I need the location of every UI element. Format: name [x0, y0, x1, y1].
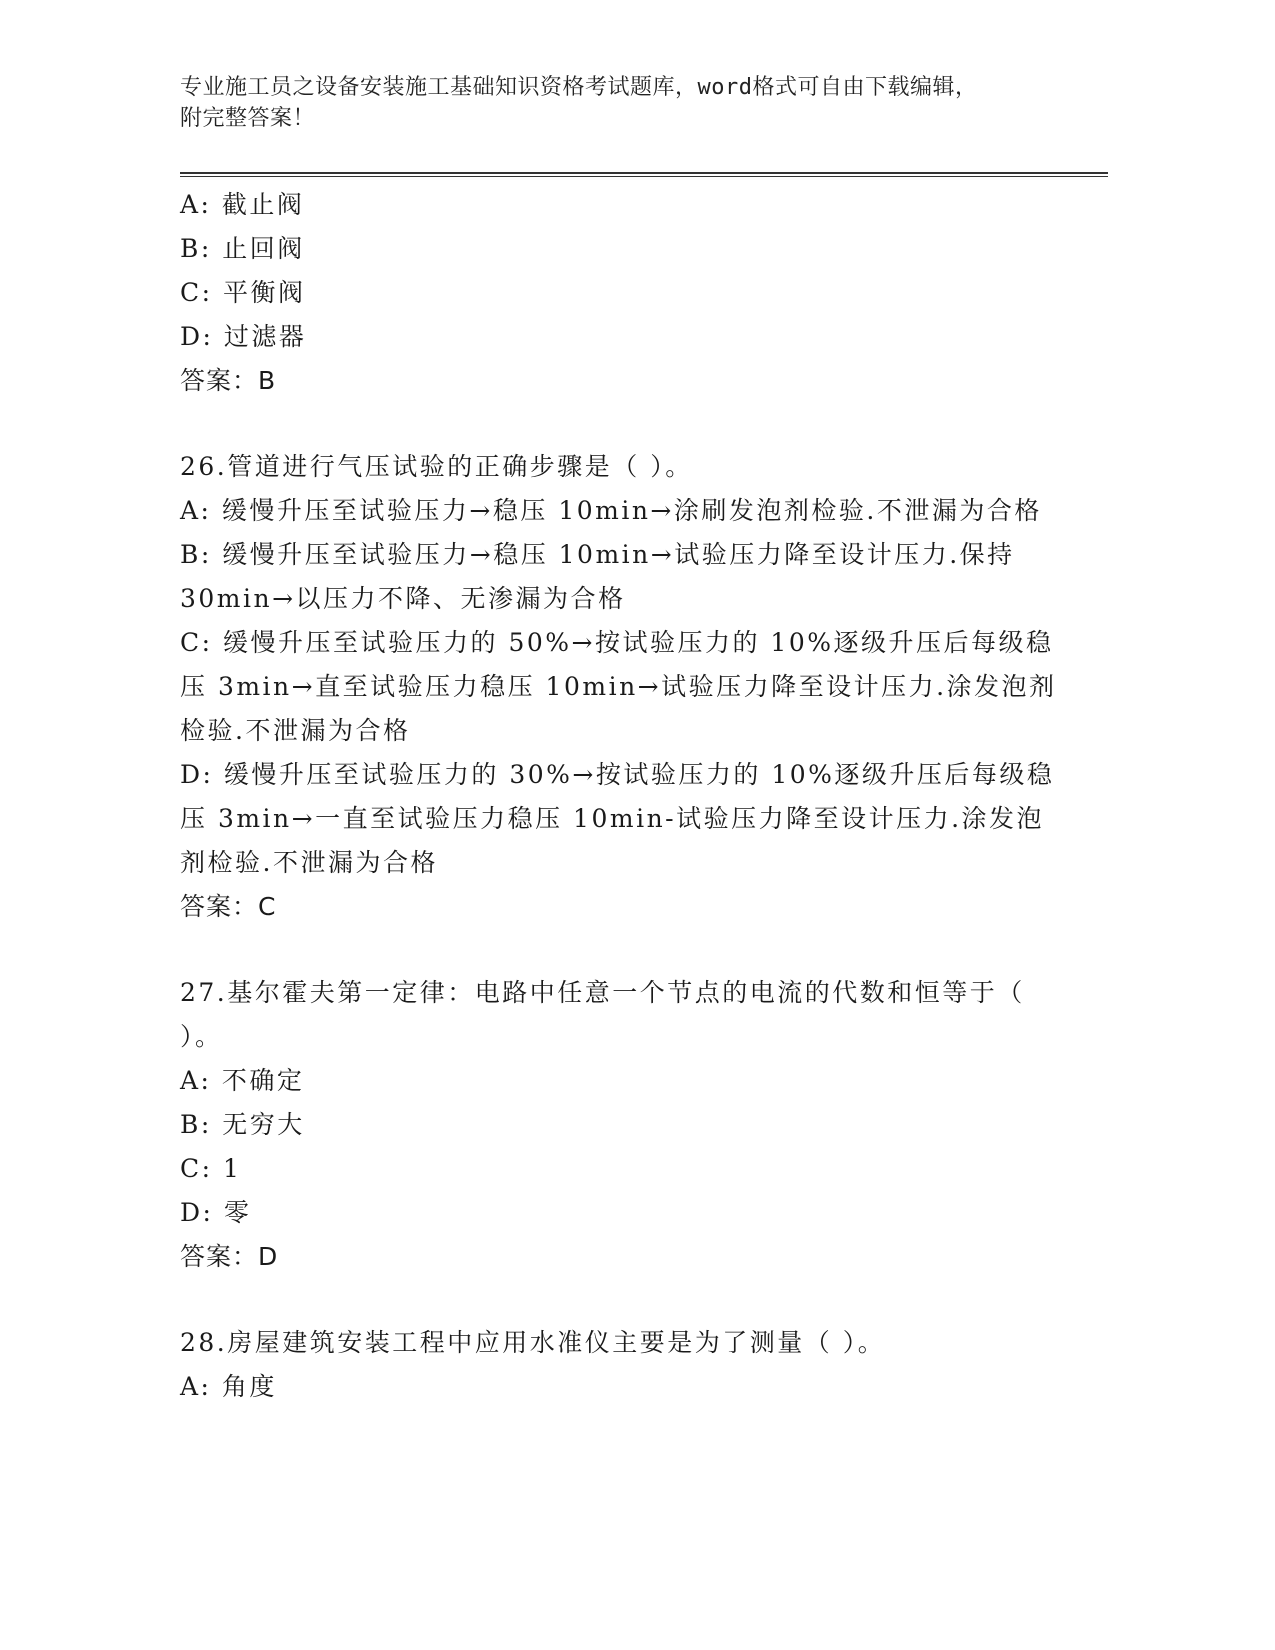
- document-header: [180, 72, 1110, 134]
- header-line-2: 附完整答案！: [180, 106, 316, 131]
- option-c: C: 1: [180, 1154, 242, 1183]
- option-d-line-2: 压 3min→一直至试验压力稳压 10min-试验压力降至设计压力.涂发泡: [180, 804, 1045, 833]
- option-d-line-1: D: 缓慢升压至试验压力的 30%→按试验压力的 10%逐级升压后每级稳: [180, 760, 1055, 789]
- answer: 答案：C: [180, 892, 277, 921]
- option-d: D: 过滤器: [180, 322, 307, 351]
- option-b: B: 无穷大: [180, 1110, 305, 1139]
- option-a: A: 角度: [180, 1372, 277, 1401]
- option-b: B: 止回阀: [180, 234, 305, 263]
- question-list: [180, 183, 1110, 1409]
- question-text: 28.房屋建筑安装工程中应用水准仪主要是为了测量（ ）。: [180, 1328, 886, 1357]
- answer: 答案：D: [180, 1242, 279, 1271]
- option-b-line-1: B: 缓慢升压至试验压力→稳压 10min→试验压力降至设计压力.保持: [180, 540, 1015, 569]
- option-a: A: 不确定: [180, 1066, 305, 1095]
- question-27: [180, 971, 1110, 1279]
- question-text: 26.管道进行气压试验的正确步骤是（ ）。: [180, 452, 693, 481]
- option-c-line-3: 检验.不泄漏为合格: [180, 716, 411, 745]
- option-c: C: 平衡阀: [180, 278, 306, 307]
- option-d: [180, 753, 1110, 885]
- header-divider: [180, 172, 1108, 177]
- question-26: [180, 445, 1110, 929]
- option-b-line-2: 30min→以压力不降、无渗漏为合格: [180, 584, 626, 613]
- option-d: D: 零: [180, 1198, 252, 1227]
- question-text-line-1: 27.基尔霍夫第一定律：电路中任意一个节点的电流的代数和恒等于（: [180, 978, 1025, 1007]
- option-c-line-2: 压 3min→直至试验压力稳压 10min→试验压力降至设计压力.涂发泡剂: [180, 672, 1057, 701]
- option-c: [180, 621, 1110, 753]
- header-line-1: 专业施工员之设备安装施工基础知识资格考试题库，word格式可自由下载编辑，: [180, 75, 978, 100]
- question-28: [180, 1321, 1110, 1409]
- option-a: A: 截止阀: [180, 190, 305, 219]
- option-d-line-3: 剂检验.不泄漏为合格: [180, 848, 438, 877]
- option-a: A: 缓慢升压至试验压力→稳压 10min→涂刷发泡剂检验.不泄漏为合格: [180, 496, 1042, 525]
- option-b: [180, 533, 1110, 621]
- question-25: [180, 183, 1110, 403]
- question-text-line-2: ）。: [180, 1022, 223, 1051]
- option-c-line-1: C: 缓慢升压至试验压力的 50%→按试验压力的 10%逐级升压后每级稳: [180, 628, 1054, 657]
- answer: 答案：B: [180, 366, 277, 395]
